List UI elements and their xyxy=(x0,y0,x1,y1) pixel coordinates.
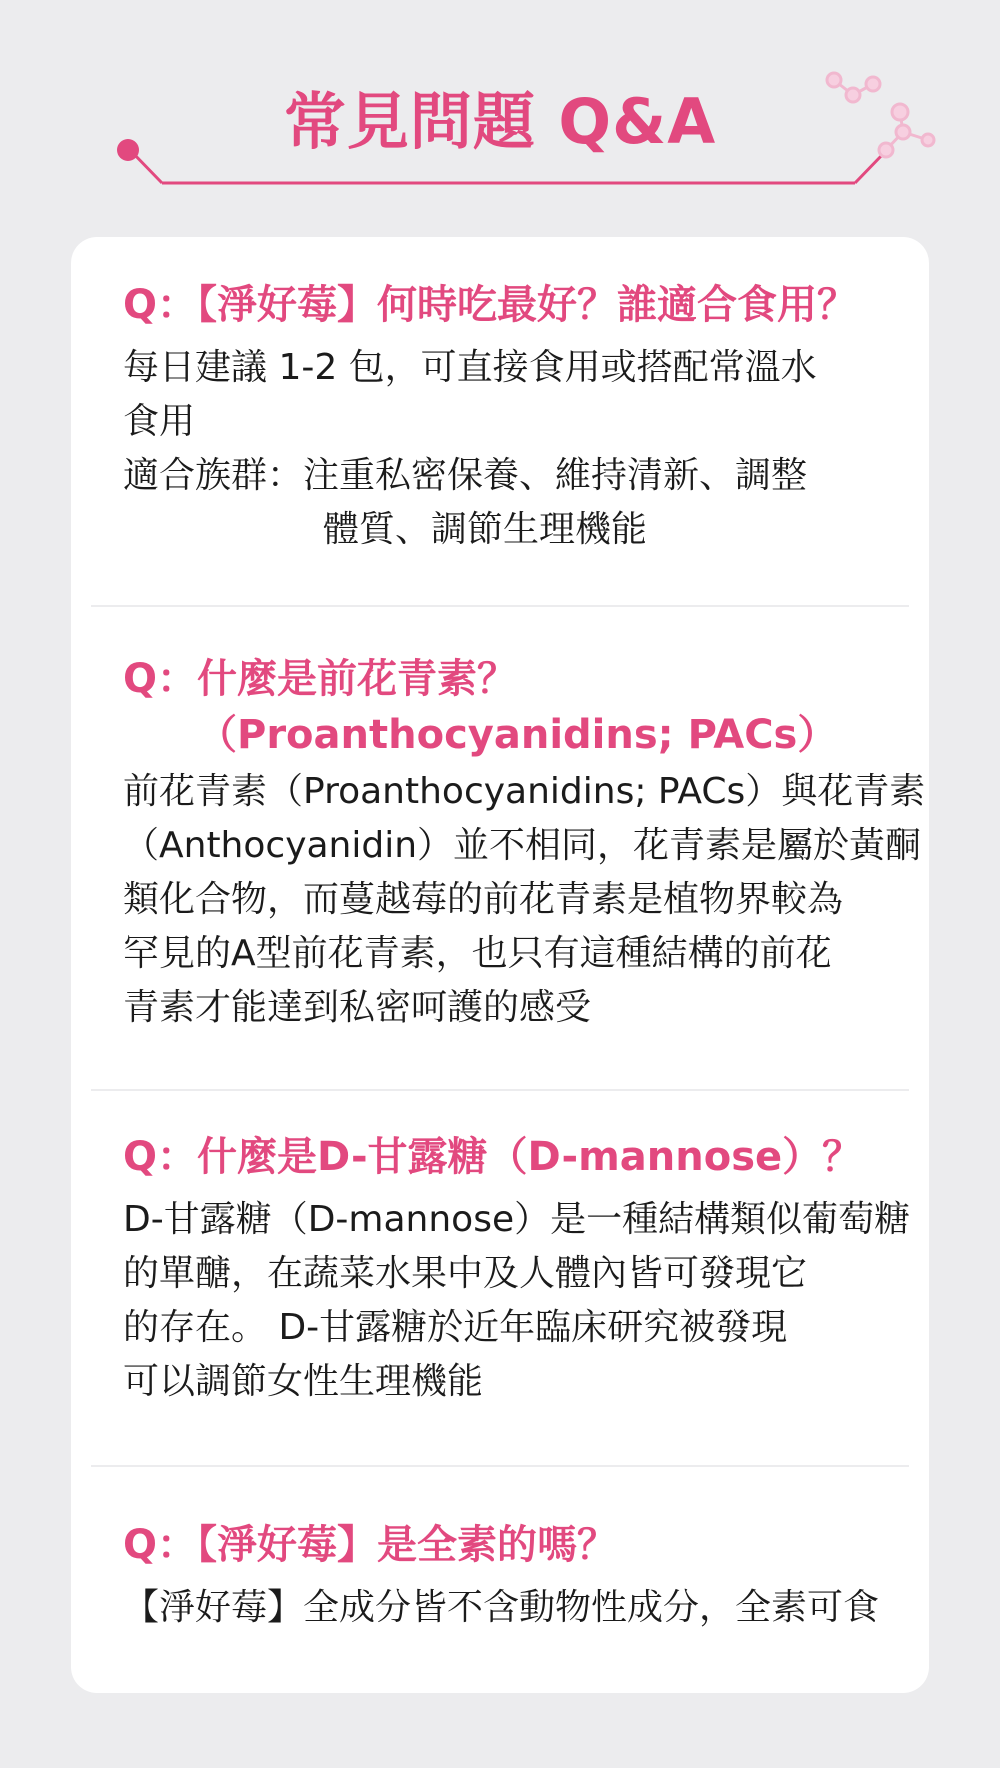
answer-line: 罕見的A型前花青素，也只有這種結構的前花 xyxy=(123,933,832,974)
answer-line: 的單醣，在蔬菜水果中及人體內皆可發現它 xyxy=(123,1253,808,1294)
answer-line: 【淨好莓】全成分皆不含動物性成分，全素可食 xyxy=(123,1587,880,1628)
page-title: 常見問題 Q&A xyxy=(283,85,717,158)
answer-line: 青素才能達到私密呵護的感受 xyxy=(123,987,592,1028)
divider xyxy=(91,1089,909,1091)
faq-answer xyxy=(123,341,877,557)
faq-answer xyxy=(123,765,926,1035)
answer-line: 前花青素（Proanthocyanidins; PACs）與花青素 xyxy=(123,771,926,812)
answer-line: 的存在。 D-甘露糖於近年臨床研究被發現 xyxy=(123,1307,788,1348)
answer-line: 食用 xyxy=(123,401,196,442)
answer-line: 類化合物，而蔓越莓的前花青素是植物界較為 xyxy=(123,879,844,920)
faq-question: Q：【淨好莓】是全素的嗎？ xyxy=(123,1522,618,1568)
faq-question: Q：【淨好莓】何時吃最好？誰適合食用？ xyxy=(123,282,858,328)
answer-line: 可以調節女性生理機能 xyxy=(123,1361,484,1402)
divider xyxy=(91,1465,909,1467)
faq-question-line: Q：什麼是前花青素？ xyxy=(123,656,518,702)
header xyxy=(0,0,1000,230)
answer-line: D-甘露糖（D-mannose）是一種結構類似葡萄糖 xyxy=(123,1199,911,1240)
faq-item-mannose xyxy=(123,1129,911,1409)
faq-question-line: （Proanthocyanidins; PACs） xyxy=(197,712,838,758)
target-text: 注重私密保養、維持清新、調整 xyxy=(303,455,808,496)
faq-answer xyxy=(123,1581,880,1635)
faq-question xyxy=(123,651,877,763)
target-text: 體質、調節生理機能 xyxy=(323,509,648,550)
faq-item-usage xyxy=(123,277,877,557)
answer-line: 每日建議 1-2 包，可直接食用或搭配常溫水 xyxy=(123,347,817,388)
target-label: 適合族群： xyxy=(123,455,304,496)
divider xyxy=(91,605,909,607)
target-line xyxy=(123,449,877,503)
faq-item-pacs xyxy=(123,651,926,1035)
faq-answer xyxy=(123,1193,911,1409)
answer-line: （Anthocyanidin）並不相同，花青素是屬於黃酮 xyxy=(123,825,922,866)
faq-item-vegan xyxy=(123,1517,880,1635)
faq-card xyxy=(71,237,929,1693)
faq-question: Q：什麼是D-甘露糖（D-mannose）？ xyxy=(123,1134,863,1180)
